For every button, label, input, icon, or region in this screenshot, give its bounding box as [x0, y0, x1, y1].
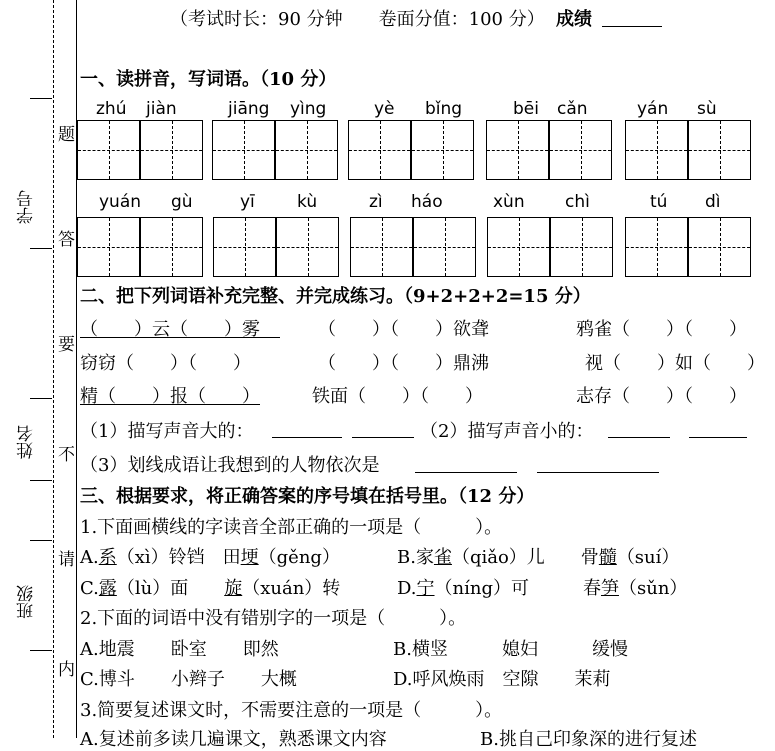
writing-box[interactable] [276, 217, 339, 277]
pinyin: yán [637, 99, 669, 119]
pinyin: yìng [290, 99, 327, 119]
idiom-blank[interactable]: （ ）云（ ）雾 [80, 319, 260, 340]
writing-box[interactable] [550, 217, 613, 277]
class-label: 班级 [17, 585, 37, 619]
option-text: A. [80, 547, 99, 568]
class-blank [30, 540, 52, 541]
writing-box[interactable] [140, 120, 203, 180]
pinyin: yuán [99, 192, 142, 212]
underlined-char: 笋 [600, 578, 619, 599]
pinyin: chì [565, 192, 590, 212]
margin-char: 答 [58, 230, 75, 250]
pinyin: tú [650, 192, 668, 212]
option-2d[interactable]: D.呼风焕雨 空隙 茉莉 [393, 669, 611, 690]
underlined-char: 露 [98, 578, 117, 599]
underlined-char: 髓 [598, 547, 617, 568]
margin-char: 题 [58, 125, 75, 145]
pinyin: yè [374, 99, 395, 119]
idiom-blank[interactable]: （ ）（ ）鼎沸 [318, 353, 489, 374]
idiom-blank[interactable]: （ ）（ ）欲聋 [318, 319, 489, 340]
option-1a[interactable] [80, 543, 340, 569]
writing-box[interactable] [213, 217, 276, 277]
writing-box[interactable] [625, 120, 688, 180]
fold-dashed-line [53, 0, 54, 738]
question-2: 2.下面的词语中没有错别字的一项是（ ）。 [80, 608, 467, 629]
option-text: （gěng） [258, 547, 340, 568]
writing-box[interactable] [688, 120, 751, 180]
option-text: （suí） [616, 547, 680, 568]
option-text: （qiǎo）儿 骨 [451, 547, 599, 568]
option-text: C. [80, 578, 99, 599]
writing-box[interactable] [625, 217, 688, 277]
answer-blank[interactable] [352, 437, 414, 438]
option-text: （xì）铃铛 田 [116, 547, 241, 568]
writing-box[interactable] [350, 217, 413, 277]
score-label: 成绩 [556, 9, 592, 30]
option-text: （sǔn） [618, 578, 688, 599]
idiom-underline [80, 337, 280, 338]
student-id-line [30, 248, 52, 249]
idiom-blank[interactable]: 志存（ ）（ ） [576, 386, 747, 407]
writing-box[interactable] [275, 120, 338, 180]
option-2a[interactable]: A.地震 卧室 即然 [80, 639, 279, 660]
writing-box[interactable] [77, 120, 140, 180]
writing-box[interactable] [688, 217, 751, 277]
pinyin: dì [705, 192, 721, 212]
question-3: 3.简要复述课文时，不需要注意的一项是（ ）。 [80, 700, 503, 721]
pinyin: zhú [96, 99, 127, 119]
writing-box[interactable] [77, 217, 140, 277]
exam-info: （考试时长：90 分钟 卷面分值：100 分） [170, 9, 545, 30]
name-line [30, 480, 52, 481]
idiom-blank[interactable]: 窃窃（ ）（ ） [80, 353, 251, 374]
option-text: （xuán）转 [242, 578, 341, 599]
option-text: D. [397, 578, 417, 599]
underlined-char: 系 [98, 547, 117, 568]
margin-char: 内 [58, 660, 75, 680]
question-quiet: （2）描写声音小的： [420, 421, 594, 442]
writing-box[interactable] [212, 120, 275, 180]
margin-char: 请 [58, 550, 75, 570]
question-people: （3）划线成语让我想到的人物依次是 [80, 455, 380, 476]
pinyin: xùn [493, 192, 525, 212]
option-2b[interactable]: B.横竖 媳妇 缓慢 [393, 639, 628, 660]
answer-blank[interactable] [689, 437, 747, 438]
section3-title: 三、根据要求，将正确答案的序号填在括号里。（12 分） [80, 486, 535, 507]
pinyin: kù [297, 192, 318, 212]
writing-box[interactable] [549, 120, 612, 180]
underlined-char: 旋 [224, 578, 243, 599]
pinyin: zì [369, 192, 383, 212]
name-label: 姓名 [17, 425, 37, 459]
pinyin: jiāng [228, 99, 270, 119]
pinyin: háo [411, 192, 443, 212]
option-1c[interactable] [80, 574, 340, 600]
idiom-blank[interactable]: 铁面（ ）（ ） [312, 386, 483, 407]
option-text: B.家 [397, 547, 434, 568]
writing-box[interactable] [348, 120, 411, 180]
pinyin: sù [697, 99, 717, 119]
margin-char: 要 [58, 335, 75, 355]
pinyin: bēi [513, 99, 539, 119]
underlined-char: 宁 [416, 578, 435, 599]
binding-solid-line [76, 0, 77, 738]
question-loud: （1）描写声音大的： [80, 421, 254, 442]
writing-box[interactable] [140, 217, 203, 277]
option-3b[interactable]: B.挑自己印象深的进行复述 [480, 729, 697, 750]
student-id-blank [30, 98, 52, 99]
writing-box[interactable] [411, 120, 474, 180]
question-1: 1.下面画横线的字读音全部正确的一项是（ ）。 [80, 517, 503, 538]
idiom-blank[interactable]: 精（ ）报（ ） [80, 386, 260, 407]
answer-blank[interactable] [537, 472, 659, 473]
option-1d[interactable] [397, 574, 687, 600]
section1-title: 一、读拼音，写词语。（10 分） [80, 69, 337, 90]
idiom-blank[interactable]: 鸦雀（ ）（ ） [576, 319, 747, 340]
pinyin: yī [240, 192, 255, 212]
underlined-char: 雀 [433, 547, 452, 568]
section2-title: 二、把下列词语补充完整、并完成练习。（9+2+2+2=15 分） [80, 286, 591, 307]
answer-blank[interactable] [272, 437, 342, 438]
margin-char: 不 [58, 445, 75, 465]
option-3a[interactable]: A.复述前多读几遍课文，熟悉课文内容 [80, 729, 387, 750]
pinyin: gù [171, 192, 193, 212]
option-text: （lù）面 [116, 578, 225, 599]
option-2c[interactable]: C.博斗 小辫子 大概 [80, 669, 297, 690]
option-1b[interactable] [397, 543, 679, 569]
pinyin: cǎn [557, 99, 588, 119]
student-id-label: 学号 [17, 190, 37, 224]
writing-box[interactable] [486, 120, 549, 180]
name-blank [30, 398, 52, 399]
option-text: （níng）可 春 [434, 578, 601, 599]
underlined-char: 埂 [240, 547, 259, 568]
writing-box[interactable] [487, 217, 550, 277]
idiom-underline [80, 404, 260, 405]
answer-blank[interactable] [415, 472, 517, 473]
class-line [30, 650, 52, 651]
score-blank [602, 26, 662, 27]
answer-blank[interactable] [608, 437, 670, 438]
pinyin: jiàn [146, 99, 177, 119]
pinyin: bǐng [425, 99, 463, 119]
writing-box[interactable] [413, 217, 476, 277]
idiom-blank[interactable]: 视（ ）如（ ） [585, 353, 765, 374]
